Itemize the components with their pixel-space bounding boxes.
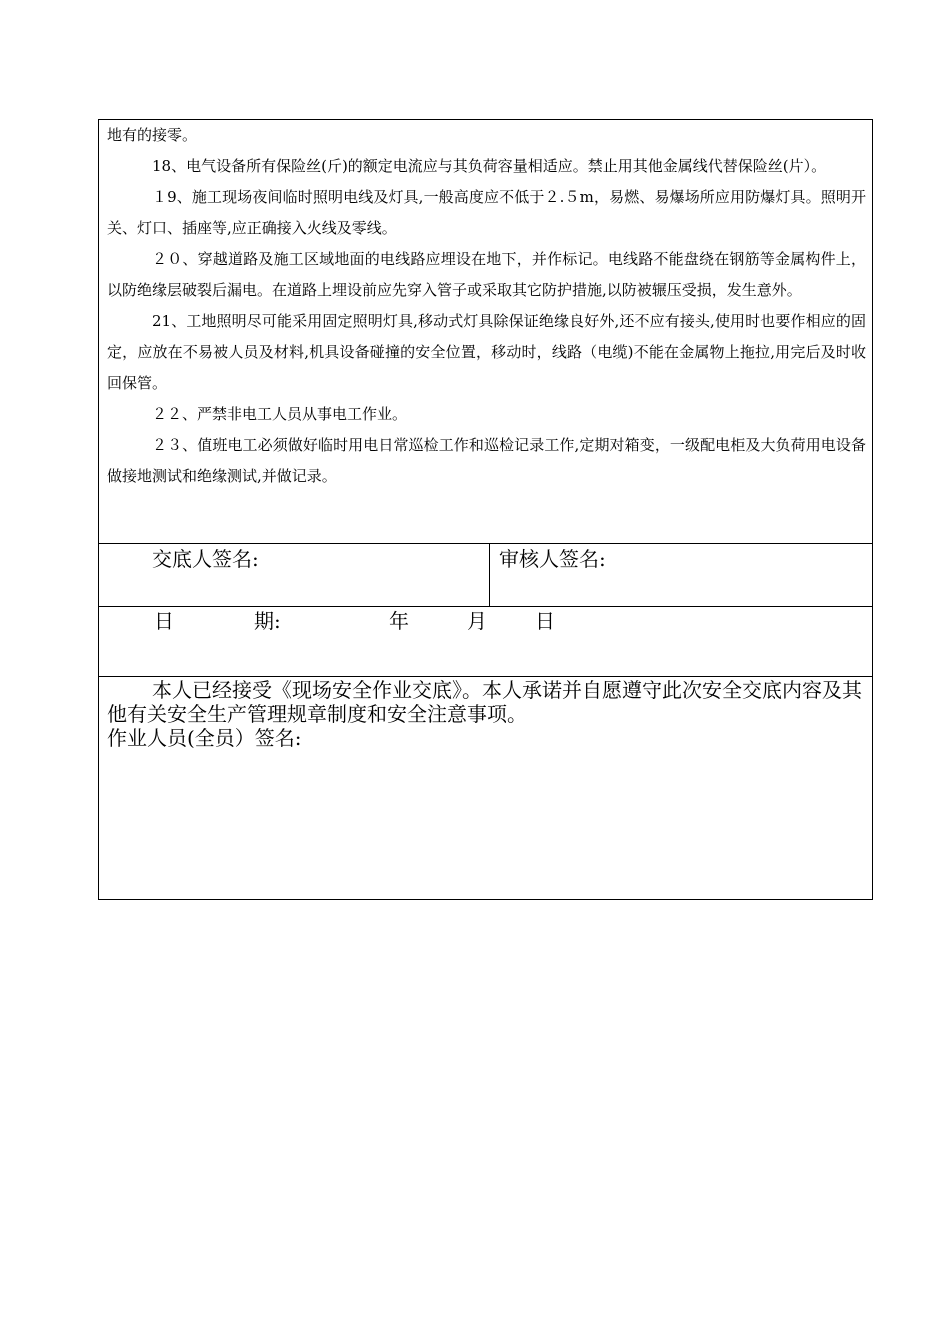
reviewer-signature-label: 审核人签名: [499,547,606,571]
rule-paragraph: 21、工地照明尽可能采用固定照明灯具,移动式灯具除保证绝缘良好外,还不应有接头,使用时也要作相应的固定，应放在不易被人员及材料,机具设备碰撞的安全位置，移动时，线路（电缆)不能在金属物上拖拉,用完后及时收回保管。 [107,312,866,392]
rule-paragraph: 地有的接零。 [107,126,198,144]
disclosure-form-table [98,119,873,900]
safety-rules-text [107,120,866,492]
date-label-period: 期: [254,609,281,633]
consent-section [107,678,864,750]
date-year-label: 年 [389,609,409,633]
workers-signature-label: 作业人员(全员）签名: [107,726,302,750]
rule-paragraph: ２０、穿越道路及施工区域地面的电线路应埋设在地下，并作标记。电线路不能盘绕在钢筋等金属构件上，以防绝缘层破裂后漏电。在道路上埋设前应先穿入管子或采取其它防护措施,以防被辗压受损，发生意外。 [107,250,866,299]
divider-line [99,676,872,677]
date-label-day: 日 [154,609,174,633]
rule-paragraph: ２２、严禁非电工人员从事电工作业。 [152,405,408,423]
rule-paragraph: １9、施工现场夜间临时照明电线及灯具,一般高度应不低于２.５m，易燃、易爆场所应用防爆灯具。照明开关、灯口、插座等,应正确接入火线及零线。 [107,188,866,237]
date-day-label: 日 [535,609,555,633]
rule-paragraph: ２３、值班电工必须做好临时用电日常巡检工作和巡检记录工作,定期对箱变，一级配电柜及大负荷用电设备做接地测试和绝缘测试,并做记录。 [107,436,866,485]
column-divider [489,543,490,606]
presenter-signature-label: 交底人签名: [152,547,259,571]
consent-statement: 本人已经接受《现场安全作业交底》。本人承诺并自愿遵守此次安全交底内容及其他有关安全生产管理规章制度和安全注意事项。 [107,678,862,726]
divider-line [99,606,872,607]
divider-line [99,543,872,544]
rule-paragraph: 18、电气设备所有保险丝(斤)的额定电流应与其负荷容量相适应。禁止用其他金属线代替保险丝(片）。 [152,157,827,175]
date-month-label: 月 [467,609,487,633]
